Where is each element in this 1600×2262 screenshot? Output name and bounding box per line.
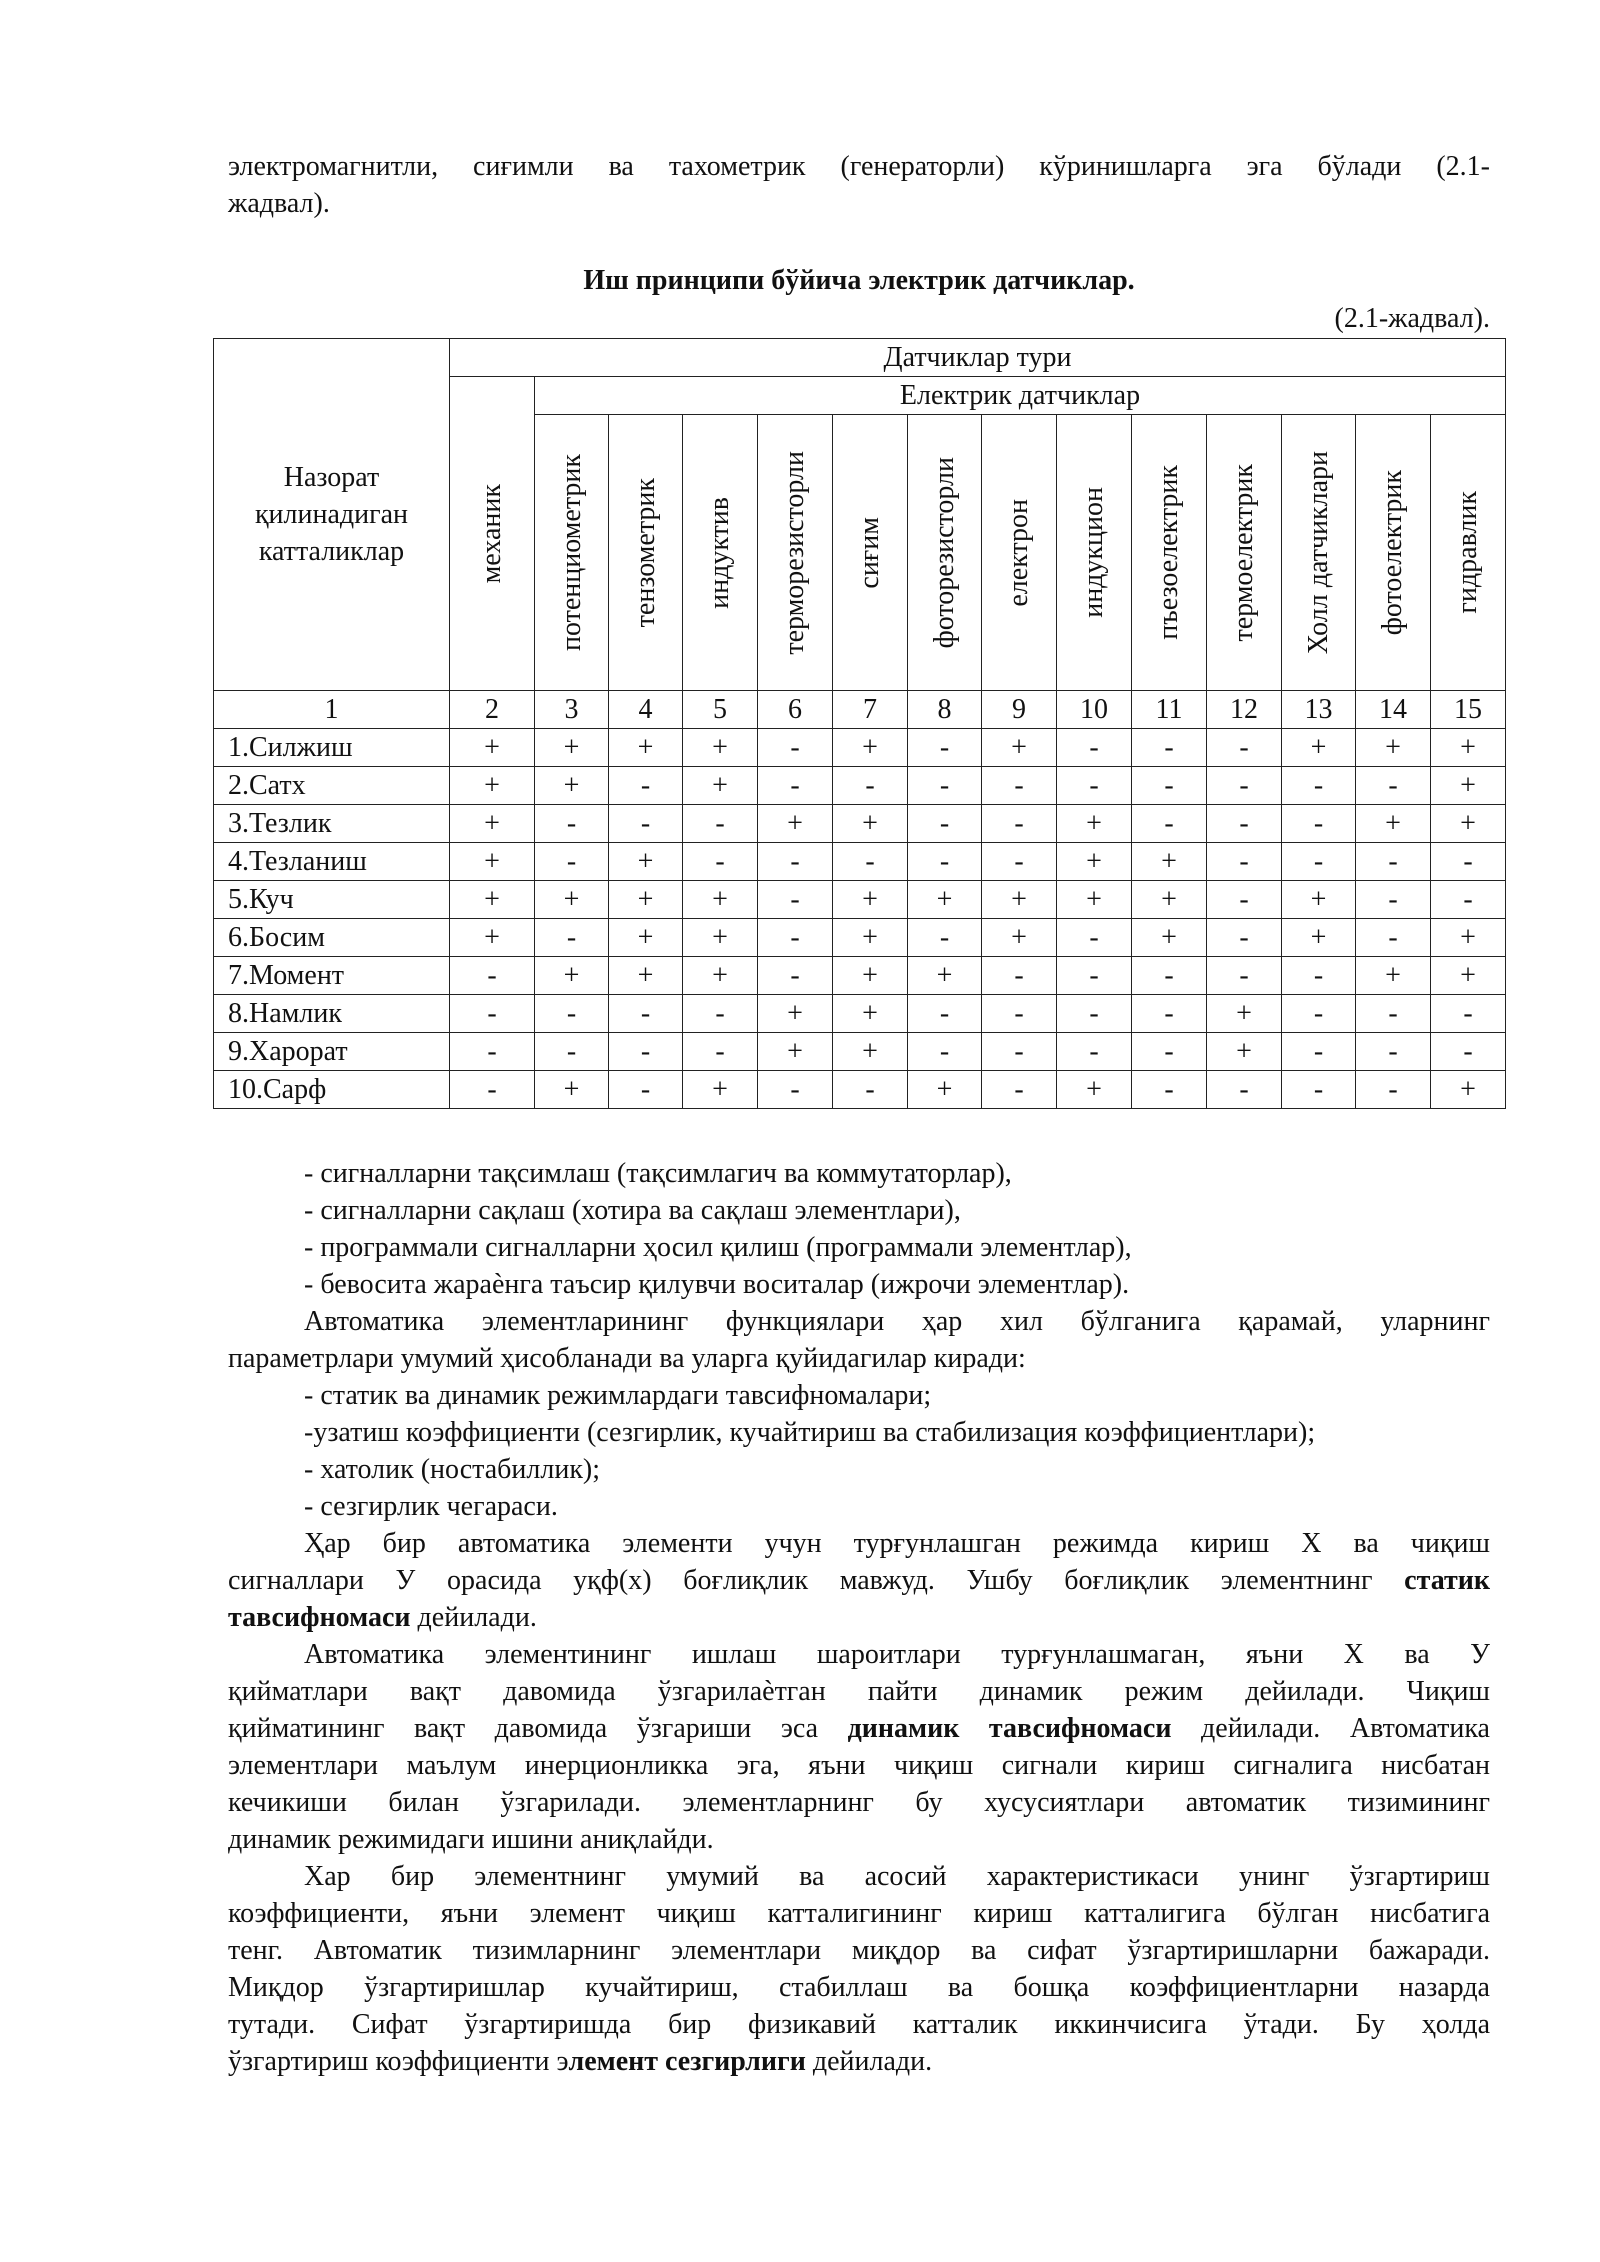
- table-cell: +: [982, 919, 1057, 957]
- column-number: 14: [1356, 691, 1431, 729]
- table-cell: -: [1431, 881, 1506, 919]
- table-cell: -: [1207, 881, 1282, 919]
- column-number: 12: [1207, 691, 1282, 729]
- column-number: 1: [214, 691, 450, 729]
- para4-line-2: коэффициенти, яъни элемент чиқиш катталигининг кириш катталигига бўлган нисбатига: [228, 1898, 1490, 1929]
- column-header: [758, 415, 833, 691]
- table-cell: -: [908, 805, 982, 843]
- para3-line-3: [228, 1710, 1490, 1747]
- table-cell: +: [535, 881, 609, 919]
- table-row: [214, 919, 1506, 957]
- table-cell: +: [1132, 843, 1207, 881]
- column-label: Холл датчиклари: [1302, 450, 1334, 655]
- table-cell: -: [758, 729, 833, 767]
- table-cell: -: [1132, 1033, 1207, 1071]
- column-number: 15: [1431, 691, 1506, 729]
- text-span: ўзгартириш коэффициенти э: [228, 2046, 569, 2077]
- para2-line-2: [228, 1562, 1490, 1599]
- table-cell: -: [1356, 767, 1431, 805]
- table-cell: -: [1207, 919, 1282, 957]
- table-cell: +: [683, 729, 758, 767]
- column-number-row: [214, 691, 1506, 729]
- table-cell: -: [535, 1033, 609, 1071]
- table-cell: +: [833, 919, 908, 957]
- table-cell: +: [1431, 805, 1506, 843]
- table-cell: -: [609, 1071, 683, 1109]
- column-header: [908, 415, 982, 691]
- column-number: 11: [1132, 691, 1207, 729]
- para4-line-5: тутади. Сифат ўзгартиришда бир физикавий катталик иккинчисига ўтади. Бу ҳолда: [228, 2009, 1490, 2040]
- table-cell: -: [609, 1033, 683, 1071]
- table-cell: -: [1282, 957, 1356, 995]
- table-cell: +: [535, 1071, 609, 1109]
- table-cell: -: [1282, 805, 1356, 843]
- table-cell: -: [1057, 957, 1132, 995]
- sub-header: Електрик датчиклар: [535, 377, 1506, 415]
- bold-term: тавсифномаси: [228, 1602, 411, 1633]
- table-row: [214, 881, 1506, 919]
- intro-line-2: жадвал).: [228, 188, 330, 219]
- left-header-line: Назорат: [283, 462, 380, 493]
- column-label: индуктив: [704, 496, 735, 609]
- table-cell: -: [1132, 957, 1207, 995]
- table-cell: -: [1356, 995, 1431, 1033]
- para3-line-2: қийматлари вақт давомида ўзгарилаѐтган пайти динамик режим дейилади. Чиқиш: [228, 1676, 1490, 1707]
- table-cell: +: [535, 729, 609, 767]
- table-cell: -: [1356, 881, 1431, 919]
- table-cell: +: [1431, 919, 1506, 957]
- table-row: [214, 729, 1506, 767]
- row-label: 7.Момент: [214, 957, 450, 995]
- table-cell: -: [1282, 995, 1356, 1033]
- table-cell: -: [1207, 957, 1282, 995]
- table-cell: -: [1057, 1033, 1132, 1071]
- column-label: индукцион: [1078, 487, 1109, 618]
- column-header: [450, 377, 535, 691]
- table-cell: +: [1057, 843, 1132, 881]
- table-cell: -: [535, 843, 609, 881]
- table-cell: -: [683, 995, 758, 1033]
- para3-line-4: элементлари маълум инерционликка эга, яъни чиқиш сигнали кириш сигналига нисбатан: [228, 1750, 1490, 1781]
- table-cell: -: [535, 995, 609, 1033]
- table-cell: -: [833, 843, 908, 881]
- table-cell: -: [982, 843, 1057, 881]
- table-cell: +: [609, 843, 683, 881]
- list-item: - сигналларни тақсимлаш (тақсимлагич ва коммутаторлар),: [304, 1158, 1012, 1189]
- table-cell: +: [535, 767, 609, 805]
- table-row: [214, 1033, 1506, 1071]
- column-header: [683, 415, 758, 691]
- column-label: гидравлик: [1452, 491, 1483, 614]
- left-header: [214, 339, 450, 691]
- table-row: [214, 957, 1506, 995]
- column-number: 6: [758, 691, 833, 729]
- table-cell: -: [1207, 767, 1282, 805]
- table-cell: +: [833, 729, 908, 767]
- table-ref: (2.1-жадвал).: [1334, 303, 1490, 334]
- table-cell: +: [1057, 805, 1132, 843]
- table-cell: -: [1057, 729, 1132, 767]
- table-cell: -: [1282, 843, 1356, 881]
- column-label: термоелектрик: [1228, 463, 1259, 642]
- table-cell: -: [1356, 1033, 1431, 1071]
- table-cell: -: [1431, 995, 1506, 1033]
- table-cell: -: [1431, 843, 1506, 881]
- table-cell: -: [1132, 767, 1207, 805]
- table-cell: +: [833, 957, 908, 995]
- text-span: дейилади.: [410, 1602, 537, 1633]
- table-cell: -: [908, 767, 982, 805]
- table-cell: +: [450, 919, 535, 957]
- para4-line-4: Миқдор ўзгартиришлар кучайтириш, стабиллаш ва бошқа коэффициентларни назарда: [228, 1972, 1490, 2003]
- table-cell: +: [450, 843, 535, 881]
- text-span: дейилади.: [805, 2046, 933, 2077]
- table-cell: -: [908, 1033, 982, 1071]
- column-label: сиғим: [854, 516, 885, 589]
- table-cell: +: [1356, 957, 1431, 995]
- column-header: [535, 415, 609, 691]
- table-cell: +: [758, 995, 833, 1033]
- table-cell: -: [982, 995, 1057, 1033]
- table-cell: -: [1282, 1071, 1356, 1109]
- column-header: [1132, 415, 1207, 691]
- table-row: [214, 805, 1506, 843]
- table-cell: +: [908, 1071, 982, 1109]
- table-cell: +: [1207, 995, 1282, 1033]
- column-number: 9: [982, 691, 1057, 729]
- row-label: 6.Босим: [214, 919, 450, 957]
- table-cell: -: [609, 767, 683, 805]
- left-header-line: катталиклар: [258, 536, 405, 567]
- table-cell: -: [450, 1071, 535, 1109]
- column-number: 5: [683, 691, 758, 729]
- column-number: 4: [609, 691, 683, 729]
- column-header: [1356, 415, 1431, 691]
- table-cell: -: [833, 1071, 908, 1109]
- column-number: 3: [535, 691, 609, 729]
- table-cell: +: [1282, 881, 1356, 919]
- table-cell: -: [758, 767, 833, 805]
- column-label: терморезисторли: [779, 450, 810, 655]
- table-title: Иш принципи бўйича электрик датчиклар.: [583, 265, 1135, 296]
- table-cell: -: [1207, 805, 1282, 843]
- table-cell: -: [450, 995, 535, 1033]
- table-cell: -: [1431, 1033, 1506, 1071]
- table-cell: +: [609, 729, 683, 767]
- table-cell: +: [609, 919, 683, 957]
- table-cell: -: [1356, 919, 1431, 957]
- table-cell: -: [1356, 1071, 1431, 1109]
- table-cell: +: [1356, 805, 1431, 843]
- table-cell: -: [908, 919, 982, 957]
- para3-line-6: динамик режимидаги ишини аниқлайди.: [228, 1824, 714, 1855]
- table-cell: -: [908, 729, 982, 767]
- table-cell: -: [1057, 767, 1132, 805]
- table-cell: +: [1431, 1071, 1506, 1109]
- table-cell: -: [450, 1033, 535, 1071]
- column-header: [609, 415, 683, 691]
- para2-line-1: Ҳар бир автоматика элементи учун турғунлашган режимда кириш X ва чиқиш: [304, 1528, 1490, 1559]
- row-label: 1.Силжиш: [214, 729, 450, 767]
- column-number: 10: [1057, 691, 1132, 729]
- table-cell: +: [683, 881, 758, 919]
- column-label: електрон: [1003, 498, 1034, 607]
- column-header: [1431, 415, 1506, 691]
- table-cell: +: [535, 957, 609, 995]
- table-cell: +: [609, 957, 683, 995]
- column-label: механик: [476, 483, 507, 584]
- table-cell: +: [1431, 729, 1506, 767]
- intro-line-1: электромагнитли, сиғимли ва тахометрик (генераторли) кўринишларга эга бўлади (2.1-: [228, 151, 1490, 182]
- table-cell: +: [758, 805, 833, 843]
- table-cell: +: [450, 805, 535, 843]
- row-label: 4.Тезланиш: [214, 843, 450, 881]
- column-number: 2: [450, 691, 535, 729]
- list-item: - бевосита жараѐнга таъсир қилувчи воситалар (ижрочи элементлар).: [304, 1269, 1130, 1300]
- table-cell: +: [683, 919, 758, 957]
- table-cell: -: [683, 1033, 758, 1071]
- column-label: фотоелектрик: [1377, 469, 1408, 636]
- table-cell: -: [982, 1033, 1057, 1071]
- row-label: 9.Харорат: [214, 1033, 450, 1071]
- table-cell: -: [833, 767, 908, 805]
- table-cell: +: [833, 995, 908, 1033]
- table-cell: -: [1356, 843, 1431, 881]
- table-row: [214, 1071, 1506, 1109]
- group-header: Датчиклар тури: [450, 339, 1506, 377]
- table-cell: +: [683, 767, 758, 805]
- column-label: фоторезисторли: [928, 456, 960, 649]
- list-item: - сезгирлик чегараси.: [304, 1491, 558, 1522]
- table-cell: +: [982, 881, 1057, 919]
- table-cell: +: [833, 881, 908, 919]
- table-cell: +: [609, 881, 683, 919]
- para1-line-1: Автоматика элементларининг функциялари ҳар хил бўлганига қарамай, уларнинг: [304, 1306, 1490, 1337]
- column-header: [833, 415, 908, 691]
- table-cell: -: [908, 995, 982, 1033]
- body-text: [228, 1155, 1490, 2080]
- table-cell: +: [908, 881, 982, 919]
- table-cell: +: [908, 957, 982, 995]
- bold-term: динамик тавсифномаси: [847, 1713, 1172, 1744]
- para2-line-3: [228, 1599, 1490, 1636]
- table-cell: -: [758, 919, 833, 957]
- list-item: - программали сигналларни ҳосил қилиш (программали элементлар),: [304, 1232, 1132, 1263]
- row-label: 3.Тезлик: [214, 805, 450, 843]
- table-cell: +: [1057, 881, 1132, 919]
- text-span: дейилади. Автоматика: [1171, 1713, 1490, 1744]
- table-cell: +: [982, 729, 1057, 767]
- table-cell: -: [758, 957, 833, 995]
- table-cell: -: [535, 805, 609, 843]
- table-cell: -: [982, 767, 1057, 805]
- table-cell: +: [450, 767, 535, 805]
- table-row: [214, 767, 1506, 805]
- bold-term: статик: [1404, 1565, 1490, 1596]
- table-cell: +: [1431, 957, 1506, 995]
- table-cell: -: [758, 1071, 833, 1109]
- table-cell: -: [1132, 729, 1207, 767]
- column-label: потенциометрик: [555, 453, 587, 651]
- column-header: [1282, 415, 1356, 691]
- table-cell: -: [1132, 995, 1207, 1033]
- column-label: пъезоелектрик: [1153, 465, 1184, 640]
- table-row: [214, 995, 1506, 1033]
- table-cell: -: [683, 843, 758, 881]
- table-cell: +: [1132, 919, 1207, 957]
- table-cell: -: [1207, 1071, 1282, 1109]
- table-cell: +: [833, 1033, 908, 1071]
- table-cell: -: [1282, 1033, 1356, 1071]
- para4-line-3: тенг. Автоматик тизимларнинг элементлари миқдор ва сифат ўзгартиришларни бажаради.: [228, 1935, 1490, 1966]
- table-cell: +: [683, 957, 758, 995]
- table-cell: -: [982, 805, 1057, 843]
- para3-line-1: Автоматика элементининг ишлаш шароитлари турғунлашмаган, яъни X ва У: [304, 1639, 1490, 1670]
- list-item: -узатиш коэффициенти (сезгирлик, кучайтириш ва стабилизация коэффициентлари);: [304, 1417, 1316, 1448]
- text-span: сигналлари У орасида уқф(х) боғлиқлик мавжуд. Ушбу боғлиқлик элементнинг: [228, 1565, 1405, 1596]
- table-cell: -: [1057, 995, 1132, 1033]
- text-span: қийматининг вақт давомида ўзгариши эса: [228, 1713, 848, 1744]
- table-cell: -: [982, 957, 1057, 995]
- row-label: 2.Сатх: [214, 767, 450, 805]
- table-cell: -: [609, 805, 683, 843]
- list-item: - сигналларни сақлаш (хотира ва сақлаш элементлари),: [304, 1195, 961, 1226]
- table-cell: -: [1057, 919, 1132, 957]
- table-cell: +: [758, 1033, 833, 1071]
- column-header: [1057, 415, 1132, 691]
- column-label: тензометрик: [629, 477, 661, 628]
- table-cell: -: [758, 843, 833, 881]
- table-cell: -: [1282, 767, 1356, 805]
- list-item: - статик ва динамик режимлардаги тавсифномалари;: [304, 1380, 932, 1411]
- row-label: 8.Намлик: [214, 995, 450, 1033]
- para3-line-5: кечикиши билан ўзгарилади. элементларнинг бу хусусиятлари автоматик тизимининг: [228, 1787, 1490, 1818]
- table-cell: +: [1057, 1071, 1132, 1109]
- table-cell: +: [833, 805, 908, 843]
- row-label: 5.Куч: [214, 881, 450, 919]
- table-cell: -: [609, 995, 683, 1033]
- para4-line-6: [228, 2043, 1490, 2080]
- table-cell: -: [450, 957, 535, 995]
- left-header-line: қилинадиган: [254, 499, 409, 530]
- table-cell: +: [683, 1071, 758, 1109]
- table-cell: -: [758, 881, 833, 919]
- table-cell: -: [1132, 805, 1207, 843]
- table-cell: +: [1431, 767, 1506, 805]
- table-cell: +: [1356, 729, 1431, 767]
- table-cell: -: [1132, 1071, 1207, 1109]
- column-header: [982, 415, 1057, 691]
- column-number: 13: [1282, 691, 1356, 729]
- column-header: [1207, 415, 1282, 691]
- table-cell: -: [908, 843, 982, 881]
- table-cell: +: [1282, 919, 1356, 957]
- para4-line-1: Хар бир элементнинг умумий ва асосий характеристикаси унинг ўзгартириш: [304, 1861, 1490, 1892]
- table-cell: -: [535, 919, 609, 957]
- list-item: - хатолик (ностабиллик);: [304, 1454, 601, 1485]
- table-cell: +: [450, 881, 535, 919]
- table-cell: +: [450, 729, 535, 767]
- column-number: 8: [908, 691, 982, 729]
- bold-term: лемент сезгирлиги: [568, 2046, 806, 2077]
- row-label: 10.Сарф: [214, 1071, 450, 1109]
- column-number: 7: [833, 691, 908, 729]
- table-cell: +: [1282, 729, 1356, 767]
- sensor-table: [213, 338, 1506, 1109]
- document-page: [228, 148, 1490, 222]
- table-cell: -: [1207, 843, 1282, 881]
- table-cell: -: [1207, 729, 1282, 767]
- table-row: [214, 843, 1506, 881]
- table-cell: +: [1132, 881, 1207, 919]
- table-cell: -: [982, 1071, 1057, 1109]
- table-cell: -: [683, 805, 758, 843]
- para1-line-2: параметрлари умумий ҳисобланади ва уларга қуйидагилар киради:: [228, 1343, 1026, 1374]
- table-cell: +: [1207, 1033, 1282, 1071]
